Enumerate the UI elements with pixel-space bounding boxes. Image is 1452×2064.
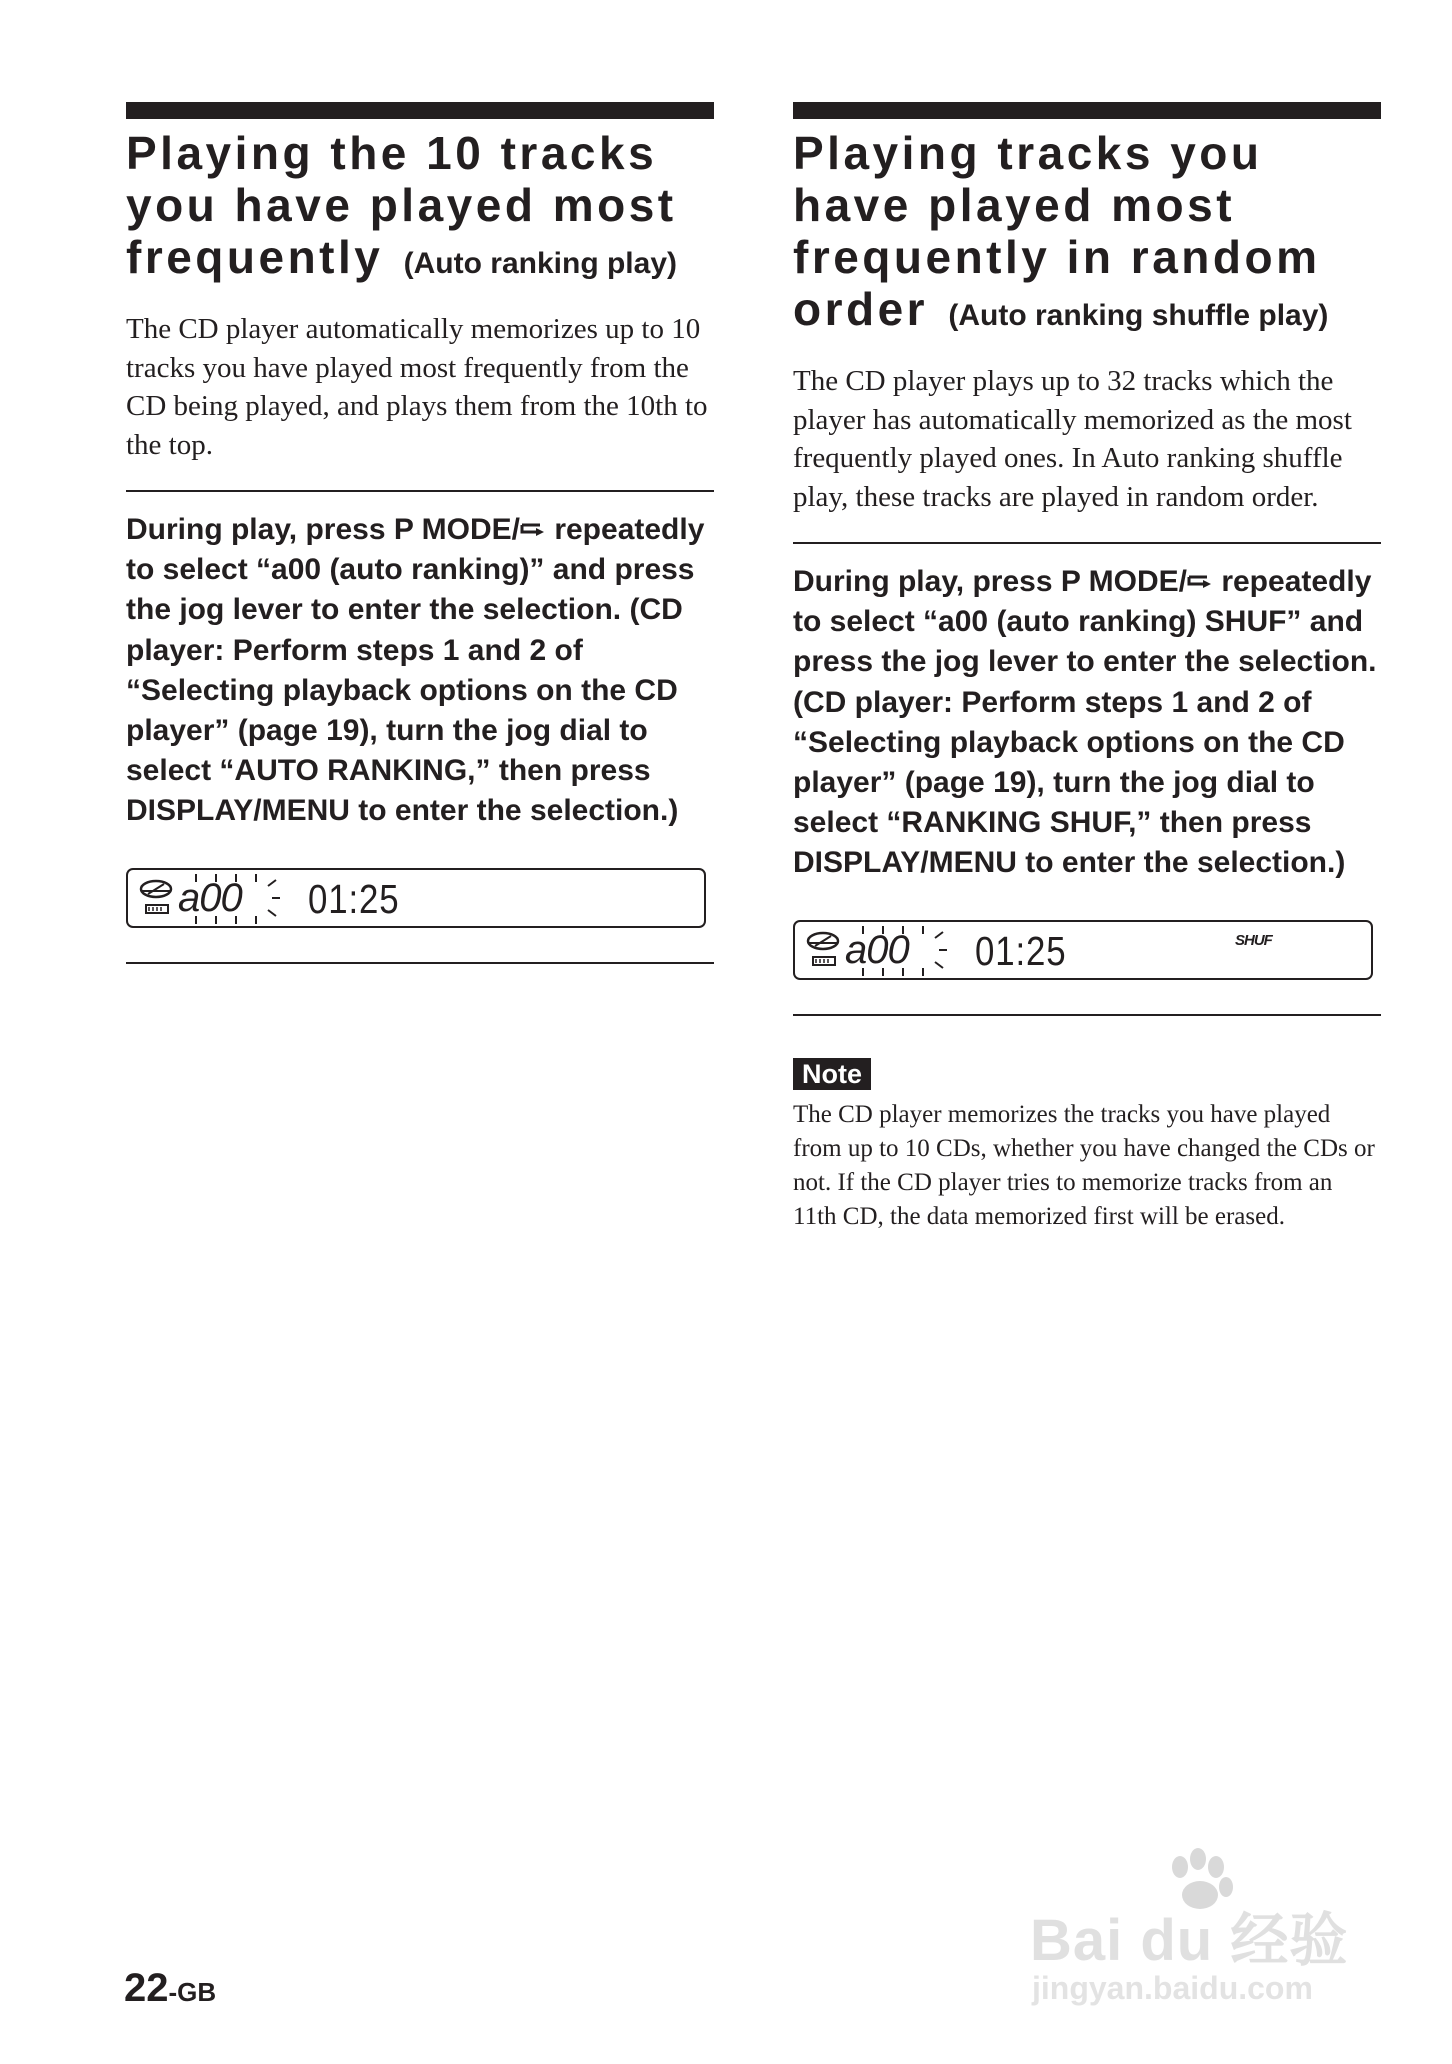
page-number-value: 22 [124,1966,169,2010]
intro-paragraph: The CD player automatically memorizes up to 10 tracks you have played most frequently from the CD being played, and plays them from the 10th to the top. [126,313,708,461]
title-subtitle: (Auto ranking shuffle play) [948,299,1329,332]
title-text: Playing tracks you have played most frequently in random order [793,127,1321,335]
repeat-arrow-icon [1187,571,1213,591]
instruction-step [793,562,1381,884]
note-block [793,1058,1381,1234]
page-number [124,1966,216,2011]
elapsed-time: 01:25 [975,927,1067,974]
left-column [126,102,714,964]
step-text-end: repeatedly to select “a00 (auto ranking)” and press the jog lever to enter the selection. (CD player: Perform steps 1 and 2 of “Selecting playback options on the CD player” (page 19), turn the jog dial to select “AUTO RANKING,” then press DISPLAY/MENU to enter the selection.) [126,513,705,828]
watermark-url: jingyan.baidu.com [1032,1970,1313,2006]
section-bar [793,102,1381,119]
lcd-display [793,920,1373,980]
section-bar [126,102,714,119]
divider [126,490,714,492]
repeat-arrow-icon [520,519,546,539]
instruction-step [126,510,714,832]
lcd-display [126,868,706,928]
mode-indicator: a00 [178,875,242,920]
title-subtitle: (Auto ranking play) [403,247,677,280]
baidu-watermark [1030,1845,1350,2030]
divider [126,962,714,964]
note-text: The CD player memorizes the tracks you have played from up to 10 CDs, whether you have changed the CDs or not. If the CD player tries to memorize tracks from an 11th CD, the data memorized first will be erased. [793,1100,1375,1230]
step-text-start: During play, press P MODE/ [126,513,520,546]
page-number-suffix: -GB [168,1977,217,2007]
note-label: Note [793,1058,871,1090]
watermark-brand: Bai du 经验 [1030,1908,1349,1973]
divider [793,1014,1381,1016]
section-title [793,127,1381,342]
step-text-end: repeatedly to select “a00 (auto ranking) SHUF” and press the jog lever to enter the selection. (CD player: Perform steps 1 and 2 of “Selecting playback options on the CD player” (page 19), turn the jog dial to select “RANKING SHUF,” then press DISPLAY/MENU to enter the selection.) [793,565,1377,880]
divider [793,542,1381,544]
shuffle-indicator: SHUF [1235,931,1272,949]
elapsed-time: 01:25 [308,875,400,922]
title-text: Playing the 10 tracks you have played most frequently [126,127,677,283]
step-text-start: During play, press P MODE/ [793,565,1187,598]
intro-paragraph: The CD player plays up to 32 tracks which the player has automatically memorized as the most frequently played ones. In Auto ranking shuffle play, these tracks are played in random order. [793,365,1352,513]
mode-indicator: a00 [845,927,909,972]
right-column [793,102,1381,1234]
section-title [126,127,714,290]
